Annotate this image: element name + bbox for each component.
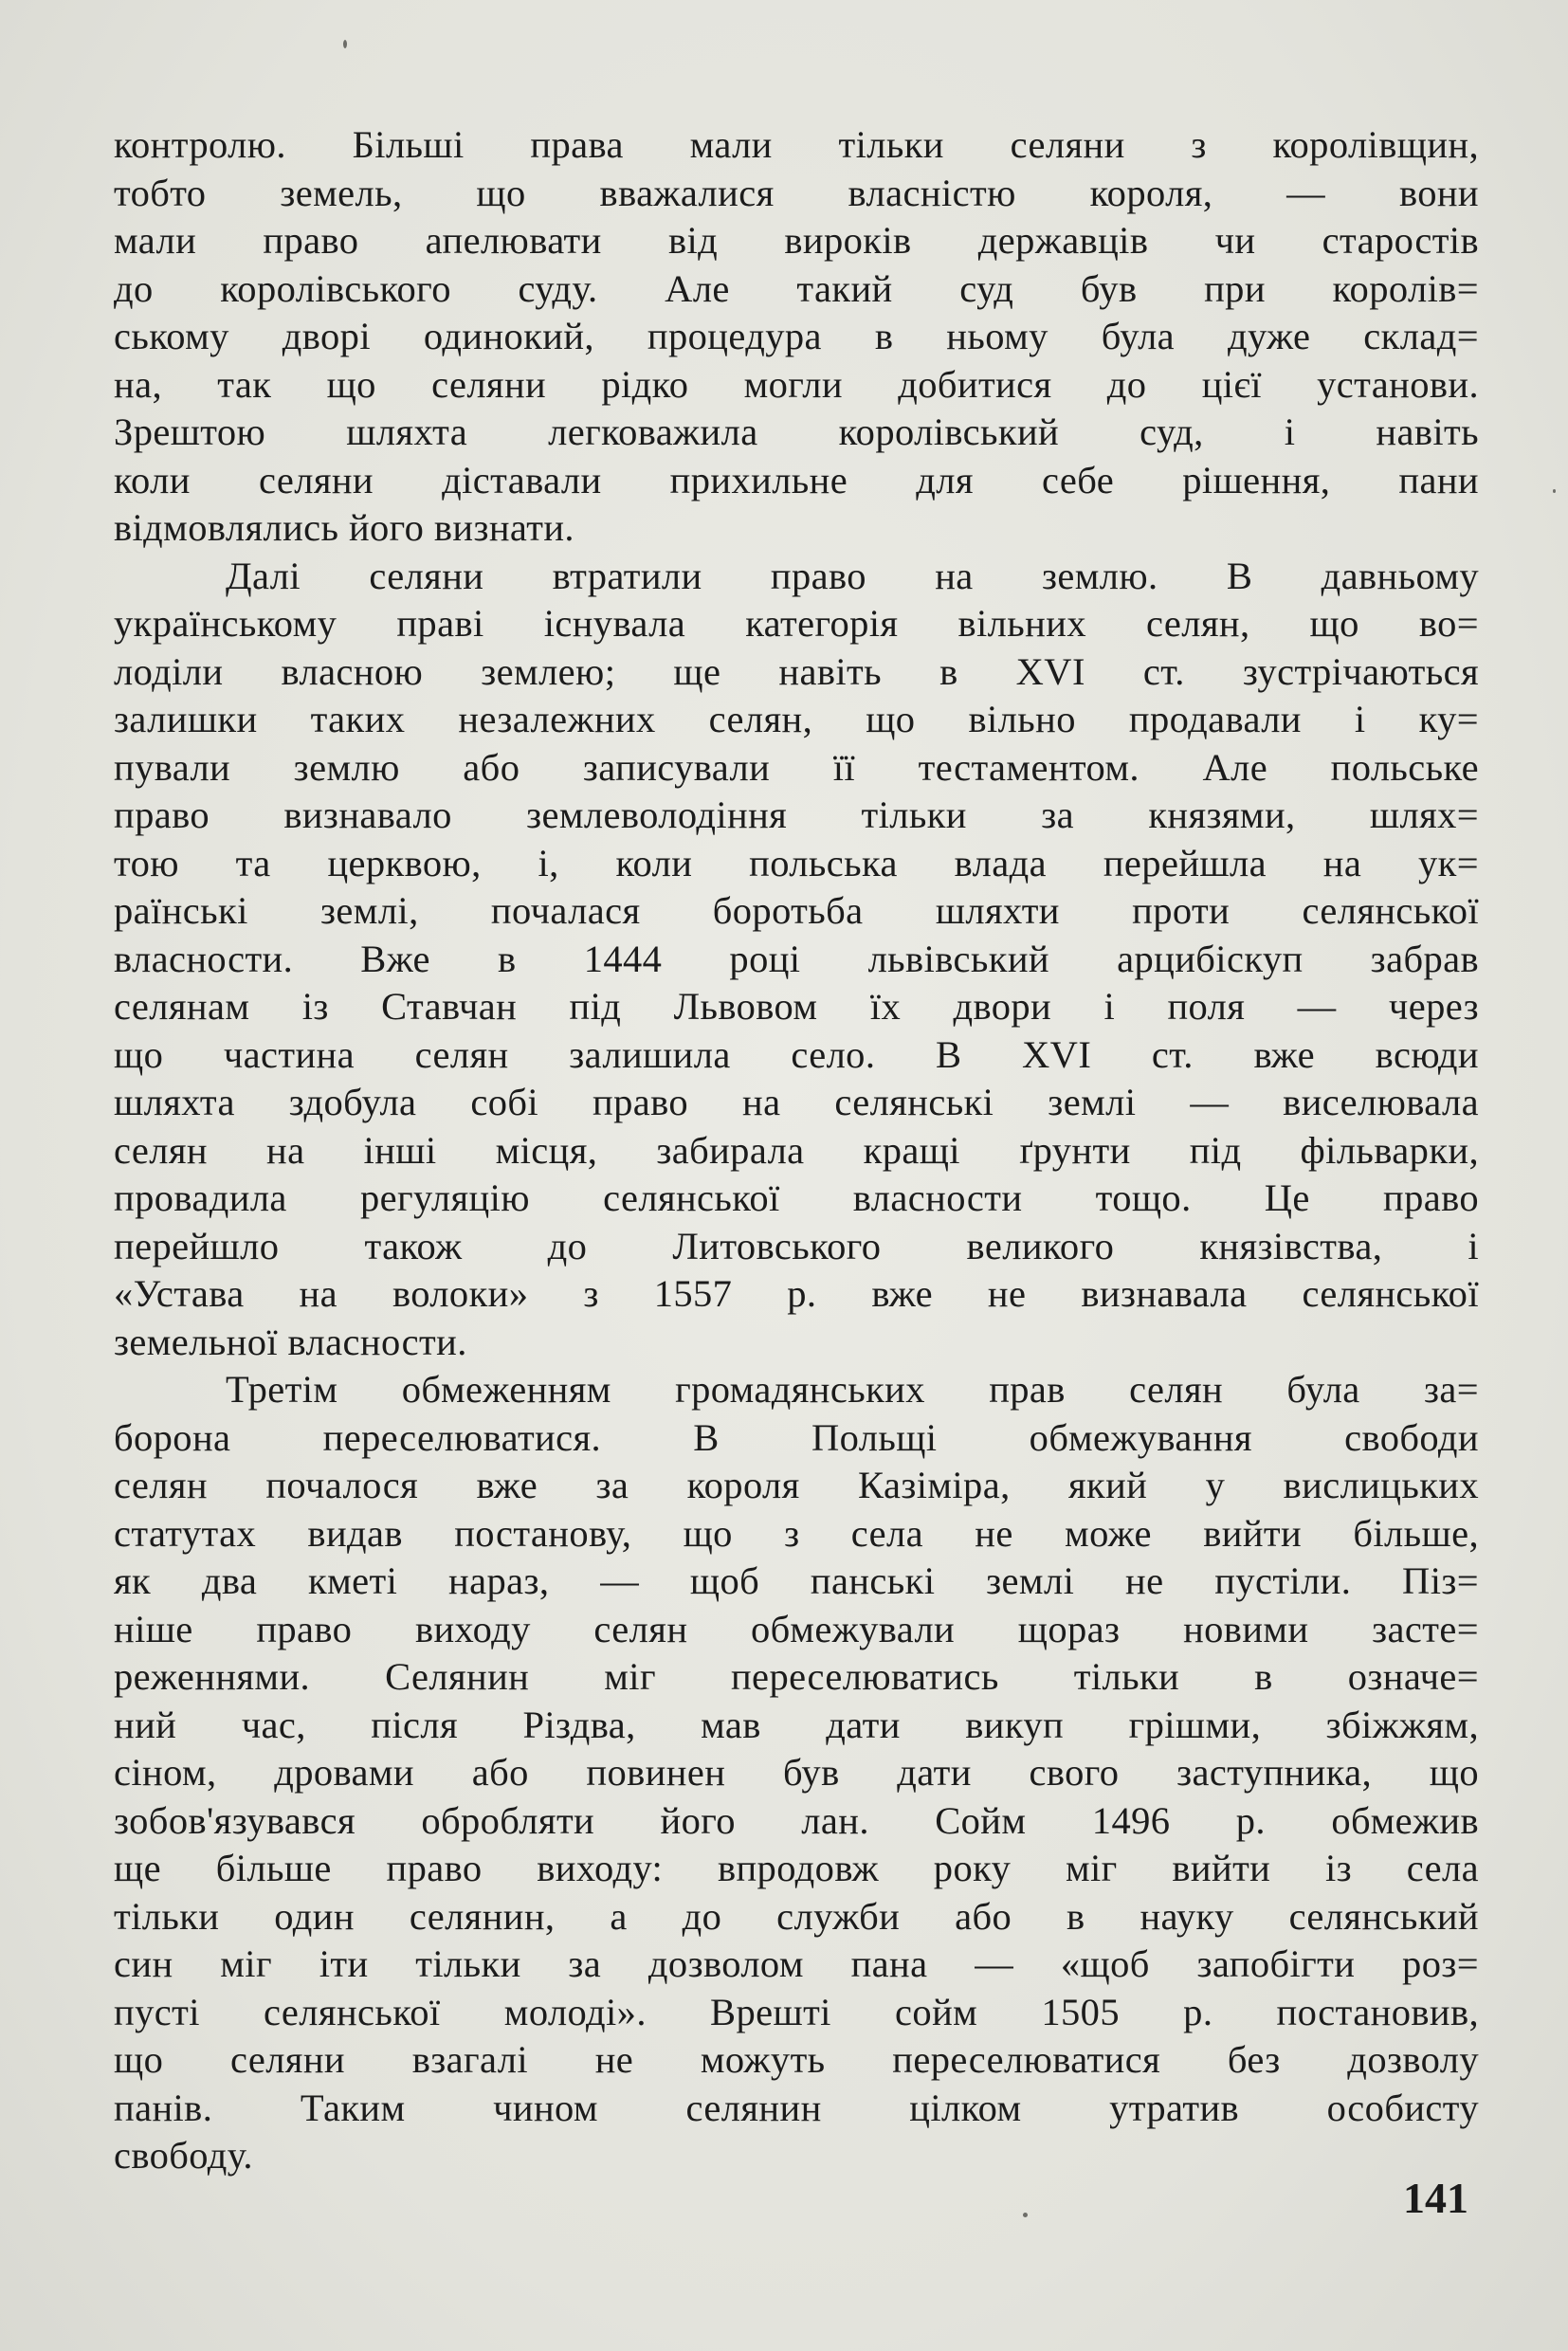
- text-line: селянам із Ставчан під Львовом їх двори і поля — через: [114, 985, 1479, 1028]
- text-line: мали право апелювати від вироків державців чи старостів: [114, 219, 1479, 262]
- text-line: свободу.: [114, 2134, 253, 2177]
- paragraph-1: [114, 121, 1479, 553]
- text-line: українському праві існувала категорія вільних селян, що во=: [114, 602, 1479, 645]
- text-line: провадила регуляцію селянської власности тощо. Це право: [114, 1176, 1479, 1219]
- text-line: до королівського суду. Але такий суд був при королів=: [114, 266, 1479, 310]
- text-line: як два кметі нараз, — щоб панські землі не пустіли. Піз=: [114, 1559, 1479, 1602]
- body-text: [114, 121, 1479, 2180]
- page-number: 141: [1403, 2174, 1468, 2222]
- text-line: на, так що селяни рідко могли добитися до цієї установи.: [114, 362, 1479, 406]
- text-line: Зрештою шляхта легковажила королівський суд, і навіть: [114, 410, 1479, 453]
- text-line: раїнські землі, почалася боротьба шляхти проти селянської: [114, 889, 1479, 932]
- text-line: Далі селяни втратили право на землю. В давньому: [226, 554, 1479, 597]
- text-line: ніше право виходу селян обмежували щораз новими засте=: [114, 1607, 1479, 1650]
- print-speck: [1023, 2213, 1028, 2217]
- text-line: залишки таких незалежних селян, що вільно продавали і ку=: [114, 698, 1479, 740]
- text-line: що селяни взагалі не можуть переселюватися без дозволу: [114, 2038, 1479, 2081]
- text-line: ще більше право виходу: впродовж року міг вийти із села: [114, 1847, 1479, 1889]
- text-line: син міг іти тільки за дозволом пана — «щоб запобігти роз=: [114, 1942, 1479, 1985]
- text-line: сіном, дровами або повинен був дати свого заступника, що: [114, 1751, 1479, 1794]
- text-line: пусті селянської молоді». Врешті сойм 1505 р. постановив,: [114, 1990, 1479, 2033]
- text-line: шляхта здобула собі право на селянські землі — виселювала: [114, 1081, 1479, 1123]
- text-line: що частина селян залишила село. В XVI ст. вже всюди: [114, 1032, 1479, 1076]
- text-line: пували землю або записували її тестаментом. Але польське: [114, 745, 1479, 789]
- paragraph-2: [114, 553, 1479, 1367]
- text-line: «Устава на волоки» з 1557 р. вже не визнавала селянської: [114, 1272, 1479, 1315]
- text-line: тільки один селянин, а до служби або в науку селянський: [114, 1894, 1479, 1938]
- text-line: ний час, після Різдва, мав дати викуп грішми, збіжжям,: [114, 1703, 1479, 1746]
- paragraph-3: [114, 1366, 1479, 2180]
- text-line: тобто земель, що вважалися власністю короля, — вони: [114, 171, 1479, 214]
- text-line: відмовлялись його визнати.: [114, 506, 574, 549]
- text-line: перейшло також до Литовського великого князівства, і: [114, 1224, 1479, 1267]
- text-line: тою та церквою, і, коли польська влада перейшла на ук=: [114, 841, 1479, 884]
- text-line: реженнями. Селянин міг переселюватись тільки в означе=: [114, 1655, 1479, 1698]
- text-line: коли селяни діставали прихильне для себе рішення, пани: [114, 458, 1479, 501]
- text-line: статутах видав постанову, що з села не може вийти більше,: [114, 1511, 1479, 1555]
- text-line: панів. Таким чином селянин цілком утратив особисту: [114, 2086, 1479, 2129]
- text-line: ському дворі одинокий, процедура в ньому була дуже склад=: [114, 315, 1479, 357]
- text-line: селян почалося вже за короля Казіміра, який у вислицьких: [114, 1464, 1479, 1506]
- text-line: селян на інші місця, забирала кращі ґрунти під фільварки,: [114, 1128, 1479, 1172]
- text-line: борона переселюватися. В Польщі обмежування свободи: [114, 1415, 1479, 1459]
- print-speck: [343, 40, 347, 48]
- text-line: зобов'язувався обробляти його лан. Сойм 1496 р. обмежив: [114, 1798, 1479, 1842]
- text-line: власности. Вже в 1444 році львівський арцибіскуп забрав: [114, 937, 1479, 980]
- text-line: контролю. Більші права мали тільки селяни з королівщин,: [114, 123, 1479, 166]
- text-line: Третім обмеженням громадянських прав селян була за=: [226, 1368, 1479, 1411]
- text-line: земельної власности.: [114, 1320, 467, 1363]
- text-line: право визнавало землеволодіння тільки за князями, шлях=: [114, 793, 1479, 836]
- text-line: лоділи власною землею; ще навіть в XVI ст. зустрічаються: [114, 649, 1479, 693]
- print-speck: [1553, 489, 1556, 493]
